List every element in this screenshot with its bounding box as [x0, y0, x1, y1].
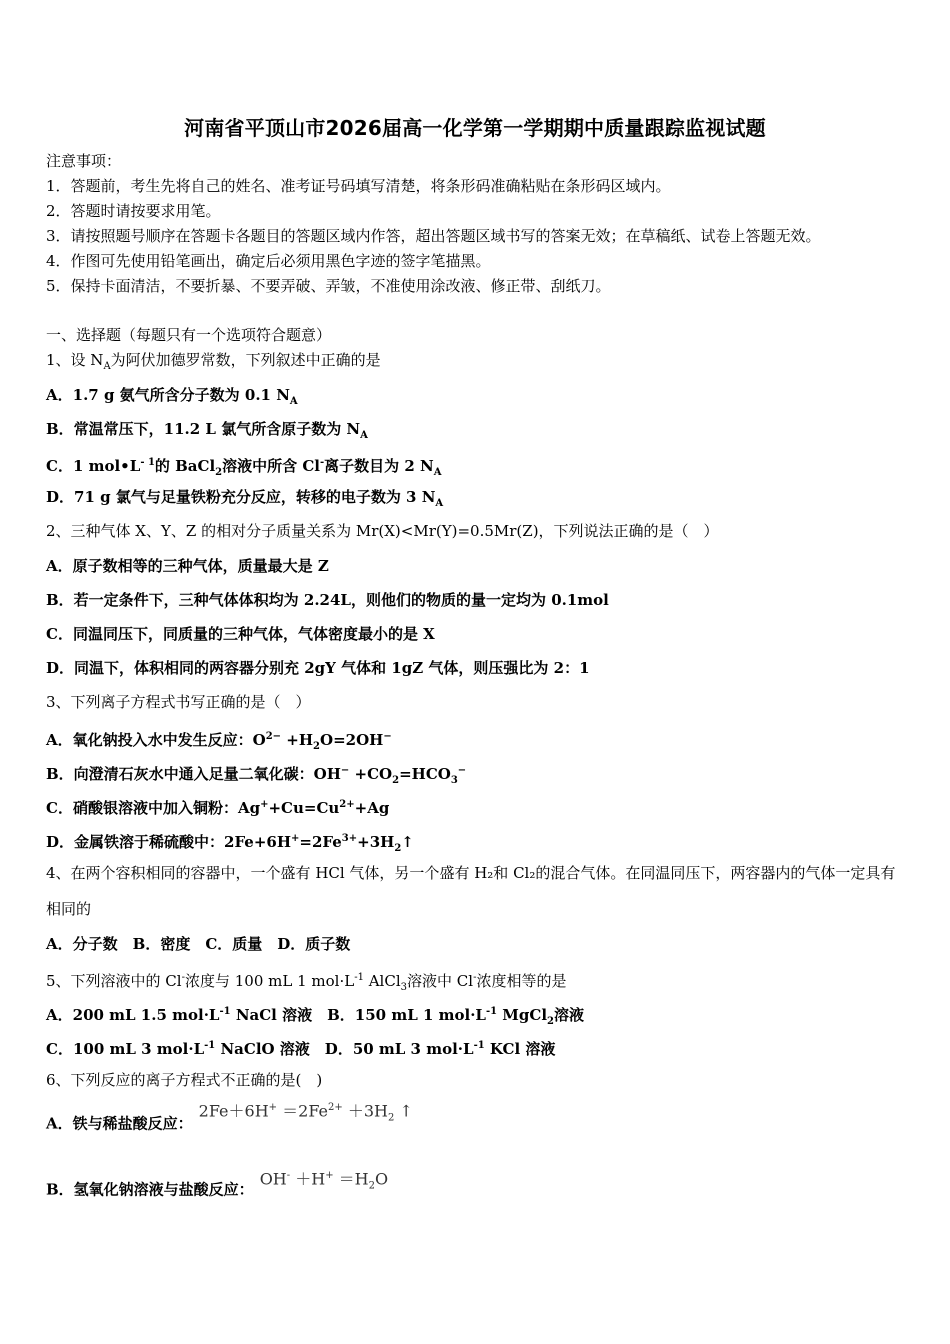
q1-option-b: B．常温常压下，11.2 L 氯气所含原子数为 $N_A$ — [46, 420, 368, 441]
q1-option-d: D．71 g 氯气与足量铁粉充分反应，转移的电子数为 3 $N_A$ — [46, 488, 444, 509]
q6-option-b — [46, 1169, 389, 1207]
notice-heading: 注意事项： — [46, 152, 122, 170]
q3-stem: 3、下列离子方程式书写正确的是（ ） — [46, 693, 311, 711]
q1-option-a: A．1.7 g 氨气所含分子数为 0.1 $N_A$ — [46, 386, 298, 407]
q5-stem: 5、下列溶液中的 Cl-浓度与 100 mL 1 $mol\cdot L^{-1}$ AlCl$_3$溶液中 Cl-浓度相等的是 — [46, 972, 567, 993]
q3-option-d: D．金属铁溶于稀硫酸中：$2Fe+6H^+=2Fe^{3+}+3H_2↑$ — [46, 833, 414, 854]
q3-option-b: B．向澄清石灰水中通入足量二氧化碳：$OH^- +CO_2=HCO_3^-$ — [46, 765, 467, 786]
q3-option-c: C．硝酸银溶液中加入铜粉：$Ag^++Cu=Cu^{2+}+Ag$ — [46, 799, 390, 817]
notice-item-2: 2．答题时请按要求用笔。 — [46, 202, 221, 220]
q2-option-d: D．同温下，体积相同的两容器分别充 2gY 气体和 1gZ 气体，则压强比为 2：1 — [46, 659, 590, 677]
notice-item-1: 1．答题前，考生先将自己的姓名、准考证号码填写清楚，将条形码准确粘贴在条形码区域内。 — [46, 177, 671, 195]
q4-stem: 4、在两个容积相同的容器中，一个盛有 HCl 气体，另一个盛有 H₂和 Cl₂的混合气体。在同温同压下，两容器内的气体一定具有相同的 — [46, 864, 896, 918]
q1-stem: 1、设 $N_A$为阿伏加德罗常数，下列叙述中正确的是 — [46, 351, 381, 372]
notice-item-5: 5．保持卡面清洁，不要折暴、不要弄破、弄皱，不准使用涂改液、修正带、刮纸刀。 — [46, 277, 611, 295]
q6-option-a-label: A．铁与稀盐酸反应： — [46, 1114, 193, 1133]
q2-option-a: A．原子数相等的三种气体，质量最大是 Z — [46, 557, 329, 575]
q6-option-b-equation: $OH^- +H^+ =H_2O$ — [259, 1169, 389, 1192]
section-heading: 一、选择题（每题只有一个选项符合题意） — [46, 326, 332, 344]
q3-option-a: A．氧化钠投入水中发生反应：$O^{2-} +H_2O=2OH^-$ — [46, 731, 392, 752]
q5-options-row-1: A．200 mL 1.5 $mol\cdot L^{-1}$ NaCl 溶液 B．150 mL 1 $mol\cdot L^{-1}$ MgCl$_2$溶液 — [46, 1006, 585, 1027]
notice-item-3: 3．请按照题号顺序在答题卡各题目的答题区域内作答，超出答题区域书写的答案无效；在草稿纸、试卷上答题无效。 — [46, 227, 821, 245]
q2-stem: 2、三种气体 X、Y、Z 的相对分子质量关系为 Mr(X)<Mr(Y)=0.5Mr(Z)，下列说法正确的是（ ） — [46, 522, 719, 540]
q2-option-c: C．同温同压下，同质量的三种气体，气体密度最小的是 X — [46, 625, 435, 643]
q5-options-row-2: C．100 mL 3 $mol\cdot L^{-1}$ NaClO 溶液 D．50 mL 3 $mol\cdot L^{-1}$ KCl 溶液 — [46, 1040, 556, 1058]
q1-option-c: C．1 $mol•L^{- 1}$的 BaCl$_2$溶液中所含 Cl-离子数目为 2 $N_A$ — [46, 457, 442, 478]
q6-option-b-label: B．氢氧化钠溶液与盐酸反应： — [46, 1180, 254, 1199]
page-title: 河南省平顶山市2026届高一化学第一学期期中质量跟踪监视试题 — [184, 116, 766, 140]
q6-stem: 6、下列反应的离子方程式不正确的是( ) — [46, 1071, 323, 1089]
q6-option-a-equation: $2Fe+6H^+ =2Fe^{2+} +3H_2$ ↑ — [198, 1101, 413, 1124]
q6-option-a — [46, 1101, 413, 1141]
q2-option-b: B．若一定条件下，三种气体体积均为 2.24L，则他们的物质的量一定均为 0.1mol — [46, 591, 609, 609]
notice-item-4: 4．作图可先使用铅笔画出，确定后必须用黑色字迹的签字笔描黑。 — [46, 252, 491, 270]
q4-options: A．分子数 B．密度 C．质量 D．质子数 — [46, 935, 351, 953]
